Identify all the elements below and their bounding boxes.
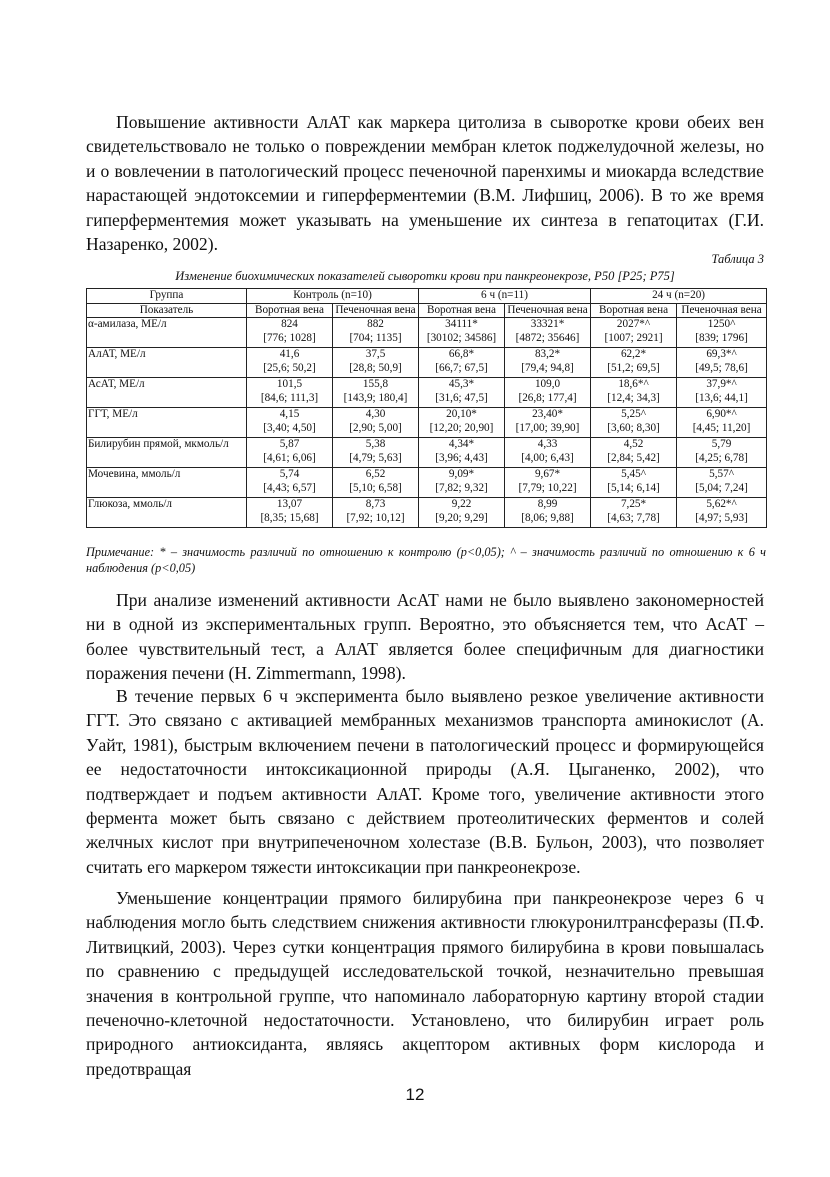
cell-median: 6,90*^: [706, 408, 737, 420]
table-cell: [419, 438, 505, 468]
table-cell: [505, 348, 591, 378]
table-cell: [247, 498, 333, 528]
cell-median: 6,52: [365, 468, 386, 480]
table-cell: [591, 498, 677, 528]
cell-median: 8,99: [537, 498, 558, 510]
cell-median: 5,74: [279, 468, 300, 480]
cell-median: 5,25^: [621, 408, 646, 420]
table-cell: [677, 408, 767, 438]
table-title: Изменение биохимических показателей сыворотки крови при панкреонекрозе, P50 [P25; P75]: [175, 269, 675, 283]
table-cell: [333, 318, 419, 348]
cell-median: 9,09*: [448, 468, 475, 480]
table-cell: [419, 498, 505, 528]
cell-range: [4,61; 6,06]: [263, 451, 316, 464]
cell-range: [51,2; 69,5]: [607, 361, 660, 374]
table-cell: [591, 468, 677, 498]
cell-range: [7,82; 9,32]: [435, 481, 488, 494]
indicator-header: Показатель: [87, 303, 247, 318]
table-cell: [333, 378, 419, 408]
cell-range: [12,20; 20,90]: [429, 421, 494, 434]
table-cell: [677, 498, 767, 528]
row-label: Мочевина, ммоль/л: [87, 468, 247, 498]
table-cell: [677, 348, 767, 378]
cell-median: 34111*: [445, 318, 478, 330]
table-cell: [677, 468, 767, 498]
cell-range: [3,40; 4,50]: [263, 421, 316, 434]
cell-range: [4,63; 7,78]: [607, 511, 660, 524]
cell-median: 4,52: [623, 438, 644, 450]
table-cell: [419, 318, 505, 348]
cell-range: [12,4; 34,3]: [607, 391, 660, 404]
cell-range: [3,96; 4,43]: [435, 451, 488, 464]
cell-median: 4,15: [279, 408, 300, 420]
cell-median: 33321*: [530, 318, 565, 330]
subheader-hepatic-vein: Печеночная вена: [505, 303, 591, 318]
cell-median: 101,5: [276, 378, 303, 390]
table-body: [87, 318, 767, 528]
page-number: 12: [405, 1085, 425, 1104]
cell-range: [26,8; 177,4]: [518, 391, 577, 404]
cell-median: 7,25*: [620, 498, 647, 510]
table-row: [87, 348, 767, 378]
cell-range: [5,14; 6,14]: [607, 481, 660, 494]
table-cell: [247, 318, 333, 348]
cell-range: [2,90; 5,00]: [349, 421, 402, 434]
table-row: [87, 438, 767, 468]
cell-range: [4,43; 6,57]: [263, 481, 316, 494]
cell-median: 23,40*: [532, 408, 563, 420]
table-cell: [677, 318, 767, 348]
cell-median: 882: [367, 318, 384, 330]
subheader-portal-vein: Воротная вена: [419, 303, 505, 318]
table-cell: [591, 438, 677, 468]
paragraph-bilirubin: Уменьшение концентрации прямого билирубина при панкреонекрозе через 6 ч наблюдения могло быть следствием снижения активности глюкуронилтрансферазы (П.Ф. Литвицкий, 2003). Через сутки концентрация прямого билирубина в крови повышалась по сравнению с предыдущей исследовательской точкой, незначительно превышая значения в контрольной группе, что напоминало лабораторную картину второй стадии печеночно-клеточной недостаточности. Установлено, что билирубин играет роль природного антиоксиданта, являясь акцептором активных форм кислорода и предотвращая: [86, 888, 764, 1079]
cell-median: 8,73: [365, 498, 386, 510]
table-cell: [333, 408, 419, 438]
group-6h: 6 ч (n=11): [419, 289, 591, 304]
row-label: α-амилаза, МЕ/л: [87, 318, 247, 348]
cell-median: 5,45^: [621, 468, 646, 480]
cell-median: 45,3*: [448, 378, 475, 390]
paragraph-alat: Повышение активности АлАТ как маркера цитолиза в сыворотке крови обеих вен свидетельствовало не только о повреждении мембран клеток поджелудочной железы, но и о вовлечении в патологический процесс печеночной паренхимы и миокарда вследствие нарастающей эндотоксемии и гиперферментемии (В.М. Лифшиц, 2006). В то же время гиперферментемия может указывать на уменьшение их синтеза в гепатоцитах (Г.И. Назаренко, 2002).: [86, 112, 764, 255]
cell-range: [17,00; 39,90]: [515, 421, 580, 434]
cell-range: [30102; 34586]: [426, 331, 497, 344]
cell-range: [4,97; 5,93]: [695, 511, 748, 524]
cell-range: [7,79; 10,22]: [518, 481, 577, 494]
cell-median: 155,8: [362, 378, 389, 390]
subheader-portal-vein: Воротная вена: [591, 303, 677, 318]
cell-median: 20,10*: [446, 408, 477, 420]
cell-median: 41,6: [279, 348, 300, 360]
cell-median: 2027*^: [616, 318, 651, 330]
cell-range: [84,6; 111,3]: [260, 391, 319, 404]
cell-median: 5,57^: [709, 468, 734, 480]
cell-median: 5,87: [279, 438, 300, 450]
group-header: Группа: [87, 289, 247, 304]
cell-range: [4,79; 5,63]: [349, 451, 402, 464]
cell-median: 18,6*^: [618, 378, 649, 390]
subheader-hepatic-vein: Печеночная вена: [677, 303, 767, 318]
cell-range: [66,7; 67,5]: [435, 361, 488, 374]
table-row: [87, 498, 767, 528]
table-cell: [333, 468, 419, 498]
table-row: [87, 318, 767, 348]
cell-median: 13,07: [276, 498, 303, 510]
cell-median: 37,9*^: [706, 378, 737, 390]
cell-median: 83,2*: [534, 348, 561, 360]
table-row: [87, 468, 767, 498]
table-cell: [591, 348, 677, 378]
cell-median: 4,33: [537, 438, 558, 450]
cell-range: [4,25; 6,78]: [695, 451, 748, 464]
table-cell: [333, 348, 419, 378]
cell-range: [7,92; 10,12]: [346, 511, 405, 524]
table-cell: [247, 468, 333, 498]
table-cell: [247, 438, 333, 468]
cell-median: 109,0: [534, 378, 561, 390]
cell-range: [143,9; 180,4]: [343, 391, 408, 404]
table-cell: [333, 498, 419, 528]
table-cell: [591, 378, 677, 408]
table-cell: [591, 408, 677, 438]
cell-median: 5,38: [365, 438, 386, 450]
table-note: Примечание: * – значимость различий по отношению к контролю (p<0,05); ^ – значимость различий по отношению к 6 ч наблюдения (p<0,05): [86, 545, 766, 575]
row-label: ГГТ, МЕ/л: [87, 408, 247, 438]
cell-median: 1250^: [707, 318, 736, 330]
cell-range: [4,45; 11,20]: [692, 421, 751, 434]
group-control: Контроль (n=10): [247, 289, 419, 304]
cell-median: 824: [281, 318, 298, 330]
cell-range: [79,4; 94,8]: [521, 361, 574, 374]
subheader-hepatic-vein: Печеночная вена: [333, 303, 419, 318]
cell-median: 9,67*: [534, 468, 561, 480]
cell-range: [25,6; 50,2]: [263, 361, 316, 374]
cell-median: 37,5: [365, 348, 386, 360]
row-label: АсАТ, МЕ/л: [87, 378, 247, 408]
table-cell: [505, 318, 591, 348]
cell-median: 5,79: [711, 438, 732, 450]
row-label: Глюкоза, ммоль/л: [87, 498, 247, 528]
table-cell: [419, 408, 505, 438]
table-cell: [505, 498, 591, 528]
paragraph-asat: При анализе изменений активности АсАТ нами не было выявлено закономерностей ни в одной из экспериментальных групп. Вероятно, это объясняется тем, что АсАТ – более чувствительный тест, а АлАТ является более специфичным для диагностики поражения печени (H. Zimmermann, 1998).: [86, 590, 764, 684]
cell-range: [13,6; 44,1]: [695, 391, 748, 404]
cell-range: [49,5; 78,6]: [695, 361, 748, 374]
table-cell: [247, 408, 333, 438]
table-header-veins: [87, 303, 767, 318]
table-cell: [419, 348, 505, 378]
table-cell: [505, 438, 591, 468]
table-cell: [419, 378, 505, 408]
cell-range: [2,84; 5,42]: [607, 451, 660, 464]
cell-range: [704; 1135]: [349, 331, 402, 344]
cell-median: 69,3*^: [706, 348, 737, 360]
row-label: АлАТ, МЕ/л: [87, 348, 247, 378]
table-row: [87, 378, 767, 408]
table-cell: [247, 348, 333, 378]
cell-range: [839; 1796]: [695, 331, 748, 344]
group-24h: 24 ч (n=20): [591, 289, 767, 304]
cell-range: [8,35; 15,68]: [260, 511, 319, 524]
cell-range: [31,6; 47,5]: [435, 391, 488, 404]
cell-median: 66,8*: [448, 348, 475, 360]
cell-median: 4,34*: [448, 438, 475, 450]
cell-range: [776; 1028]: [263, 331, 316, 344]
cell-range: [8,06; 9,88]: [521, 511, 574, 524]
cell-median: 5,62*^: [706, 498, 737, 510]
cell-range: [28,8; 50,9]: [349, 361, 402, 374]
table-cell: [333, 438, 419, 468]
cell-range: [4872; 35646]: [515, 331, 580, 344]
cell-range: [1007; 2921]: [604, 331, 663, 344]
table-cell: [505, 468, 591, 498]
cell-range: [4,00; 6,43]: [521, 451, 574, 464]
paragraph-ggt: В течение первых 6 ч эксперимента было выявлено резкое увеличение активности ГГТ. Это связано с активацией мембранных механизмов транспорта аминокислот (А. Уайт, 1981), быстрым включением печени в патологический процесс и формирующейся ее недостаточности интоксикационной природы (А.Я. Цыганенко, 2002), что подтверждает и подъем активности АлАТ. Кроме того, увеличение активности этого фермента может быть связано с действием протеолитических ферментов и солей желчных кислот при внутрипеченочном холестазе (В.В. Бульон, 2003), что позволяет считать его маркером тяжести интоксикации при панкреонекрозе.: [86, 686, 764, 877]
table-cell: [505, 408, 591, 438]
subheader-portal-vein: Воротная вена: [247, 303, 333, 318]
table-cell: [591, 318, 677, 348]
cell-median: 4,30: [365, 408, 386, 420]
cell-median: 62,2*: [620, 348, 647, 360]
table-number: Таблица 3: [711, 252, 764, 266]
table-cell: [677, 438, 767, 468]
table-cell: [247, 378, 333, 408]
cell-range: [5,10; 6,58]: [349, 481, 402, 494]
table-cell: [677, 378, 767, 408]
cell-median: 9,22: [451, 498, 472, 510]
biochemistry-table: [86, 288, 767, 528]
table-row: [87, 408, 767, 438]
table-header-groups: [87, 289, 767, 304]
row-label: Билирубин прямой, мкмоль/л: [87, 438, 247, 468]
cell-range: [3,60; 8,30]: [607, 421, 660, 434]
table-cell: [505, 378, 591, 408]
table-cell: [419, 468, 505, 498]
cell-range: [9,20; 9,29]: [435, 511, 488, 524]
cell-range: [5,04; 7,24]: [695, 481, 748, 494]
